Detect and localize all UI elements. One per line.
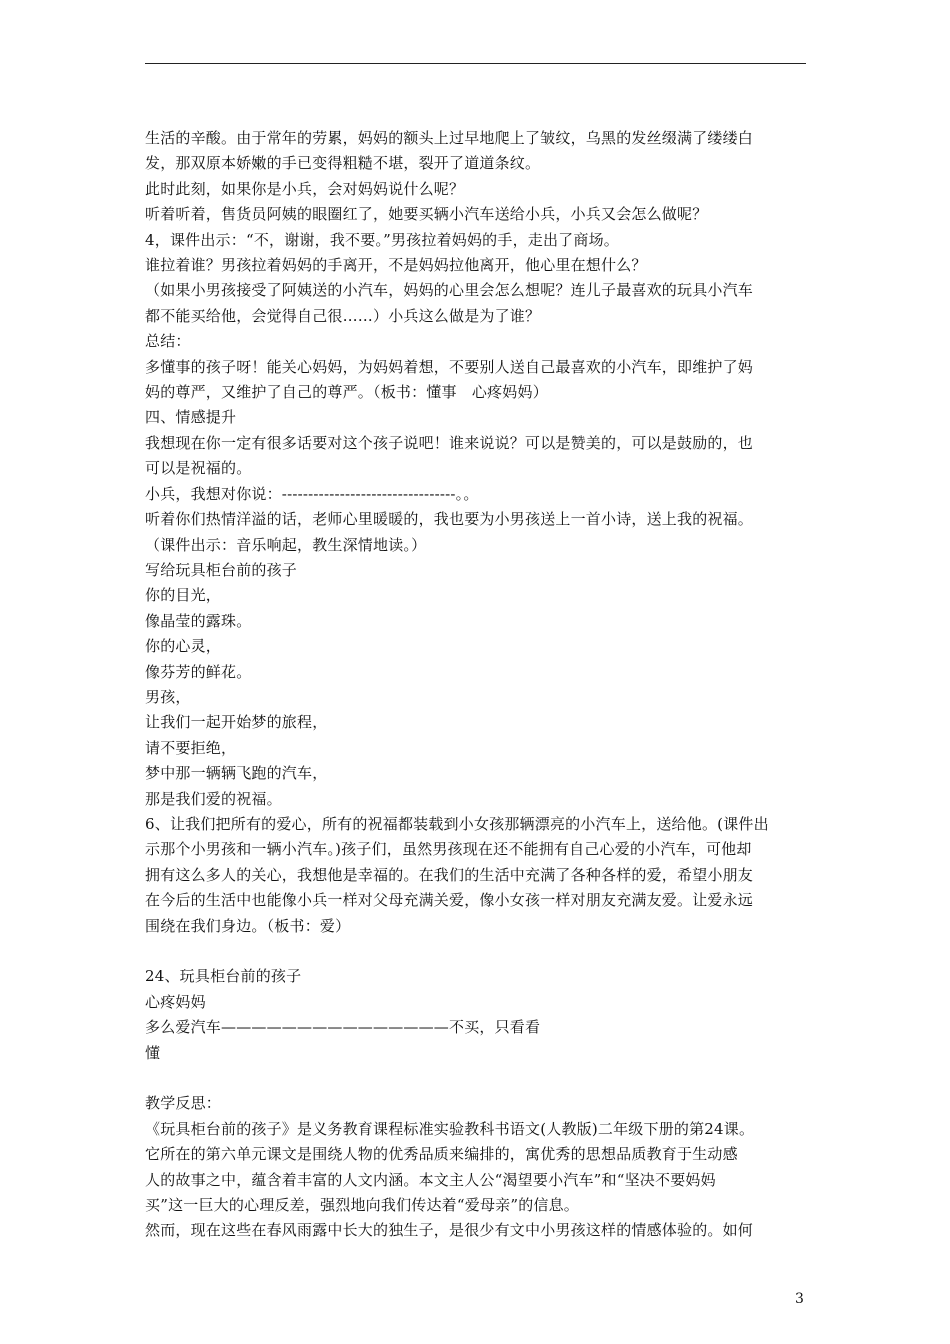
- header-rule: [145, 63, 806, 64]
- text-line: 围绕在我们身边。（板书：爱）: [145, 916, 351, 935]
- text-line: 在今后的生活中也能像小兵一样对父母充满关爱，像小女孩一样对朋友充满友爱。让爱永远: [145, 891, 754, 910]
- text-line: 你的心灵，: [145, 637, 222, 656]
- text-line: 像芬芳的鲜花。: [145, 662, 252, 681]
- text-line: 教学反思：: [145, 1094, 222, 1113]
- text-line: 可以是祝福的。: [145, 459, 252, 478]
- text-line: 示那个小男孩和一辆小汽车。)孩子们，虽然男孩现在还不能拥有自己心爱的小汽车，可他却: [145, 840, 752, 859]
- blank-line: [145, 939, 810, 964]
- text-line: 请不要拒绝，: [145, 738, 237, 757]
- text-line: 《玩具柜台前的孩子》是义务教育课程标准实验教科书语文(人教版)二年级下册的第24课。: [145, 1119, 755, 1138]
- document-body: [145, 126, 810, 1244]
- text-line: 拥有这么多人的关心，我想他是幸福的。在我们的生活中充满了各种各样的爱，希望小朋友: [145, 865, 754, 884]
- text-line: （如果小男孩接受了阿姨送的小汽车，妈妈的心里会怎么想呢？连儿子最喜欢的玩具小汽车: [145, 281, 754, 300]
- text-line: 我想现在你一定有很多话要对这个孩子说吧！谁来说说？可以是赞美的，可以是鼓励的，也: [145, 433, 754, 452]
- text-line: 那是我们爱的祝福。: [145, 789, 282, 808]
- text-line: 此时此刻，如果你是小兵，会对妈妈说什么呢？: [145, 179, 465, 198]
- text-line: 小兵，我想对你说：---------------------------------。。: [145, 484, 479, 503]
- page-number: 3: [795, 1291, 804, 1307]
- text-line: 都不能买给他，会觉得自己很……）小兵这么做是为了谁？: [145, 306, 541, 325]
- text-line: 心疼妈妈: [145, 992, 206, 1011]
- text-line: 像晶莹的露珠。: [145, 611, 252, 630]
- text-line: 4，课件出示：“不，谢谢，我不要。”男孩拉着妈妈的手，走出了商场。: [145, 230, 619, 249]
- text-line: 听着你们热情洋溢的话，老师心里暖暖的，我也要为小男孩送上一首小诗，送上我的祝福。: [145, 510, 754, 529]
- text-line: 24、玩具柜台前的孩子: [145, 967, 302, 986]
- text-line: 你的目光，: [145, 586, 222, 605]
- text-line: 梦中那一辆辆飞跑的汽车，: [145, 764, 328, 783]
- text-line: 6、让我们把所有的爱心，所有的祝福都装载到小女孩那辆漂亮的小汽车上，送给他。(课件出: [145, 814, 769, 833]
- text-line: 懂: [145, 1043, 161, 1062]
- text-line: 多么爱汽车———————————————不买，只看看: [145, 1018, 541, 1037]
- text-line: 谁拉着谁？男孩拉着妈妈的手离开，不是妈妈拉他离开，他心里在想什么？: [145, 256, 647, 275]
- text-line: 然而，现在这些在春风雨露中长大的独生子，是很少有文中小男孩这样的情感体验的。如何: [145, 1221, 754, 1240]
- text-line: 妈的尊严，又维护了自己的尊严。（板书：懂事 心疼妈妈）: [145, 383, 548, 402]
- text-line: 多懂事的孩子呀！能关心妈妈，为妈妈着想，不要别人送自己最喜欢的小汽车，即维护了妈: [145, 357, 754, 376]
- text-line: 男孩，: [145, 687, 191, 706]
- text-line: 人的故事之中，蕴含着丰富的人文内涵。本文主人公“渴望要小汽车”和“坚决不要妈妈: [145, 1170, 716, 1189]
- text-line: （课件出示：音乐响起，教生深情地读。）: [145, 535, 427, 554]
- blank-line: [145, 1066, 810, 1091]
- text-line: 听着听着，售货员阿姨的眼圈红了，她要买辆小汽车送给小兵，小兵又会怎么做呢？: [145, 205, 708, 224]
- text-line: 四、情感提升: [145, 408, 237, 427]
- text-line: 生活的辛酸。由于常年的劳累，妈妈的额头上过早地爬上了皱纹，乌黑的发丝缀满了缕缕白: [145, 129, 754, 147]
- text-line: 买”这一巨大的心理反差，强烈地向我们传达着“爱母亲”的信息。: [145, 1196, 580, 1215]
- text-line: 它所在的第六单元课文是围绕人物的优秀品质来编排的，寓优秀的思想品质教育于生动感: [145, 1145, 738, 1164]
- text-line: 总结：: [145, 332, 191, 351]
- text-line: 写给玩具柜台前的孩子: [145, 560, 298, 579]
- text-line: 发，那双原本娇嫩的手已变得粗糙不堪，裂开了道道条纹。: [145, 154, 541, 173]
- text-line: 让我们一起开始梦的旅程，: [145, 713, 328, 732]
